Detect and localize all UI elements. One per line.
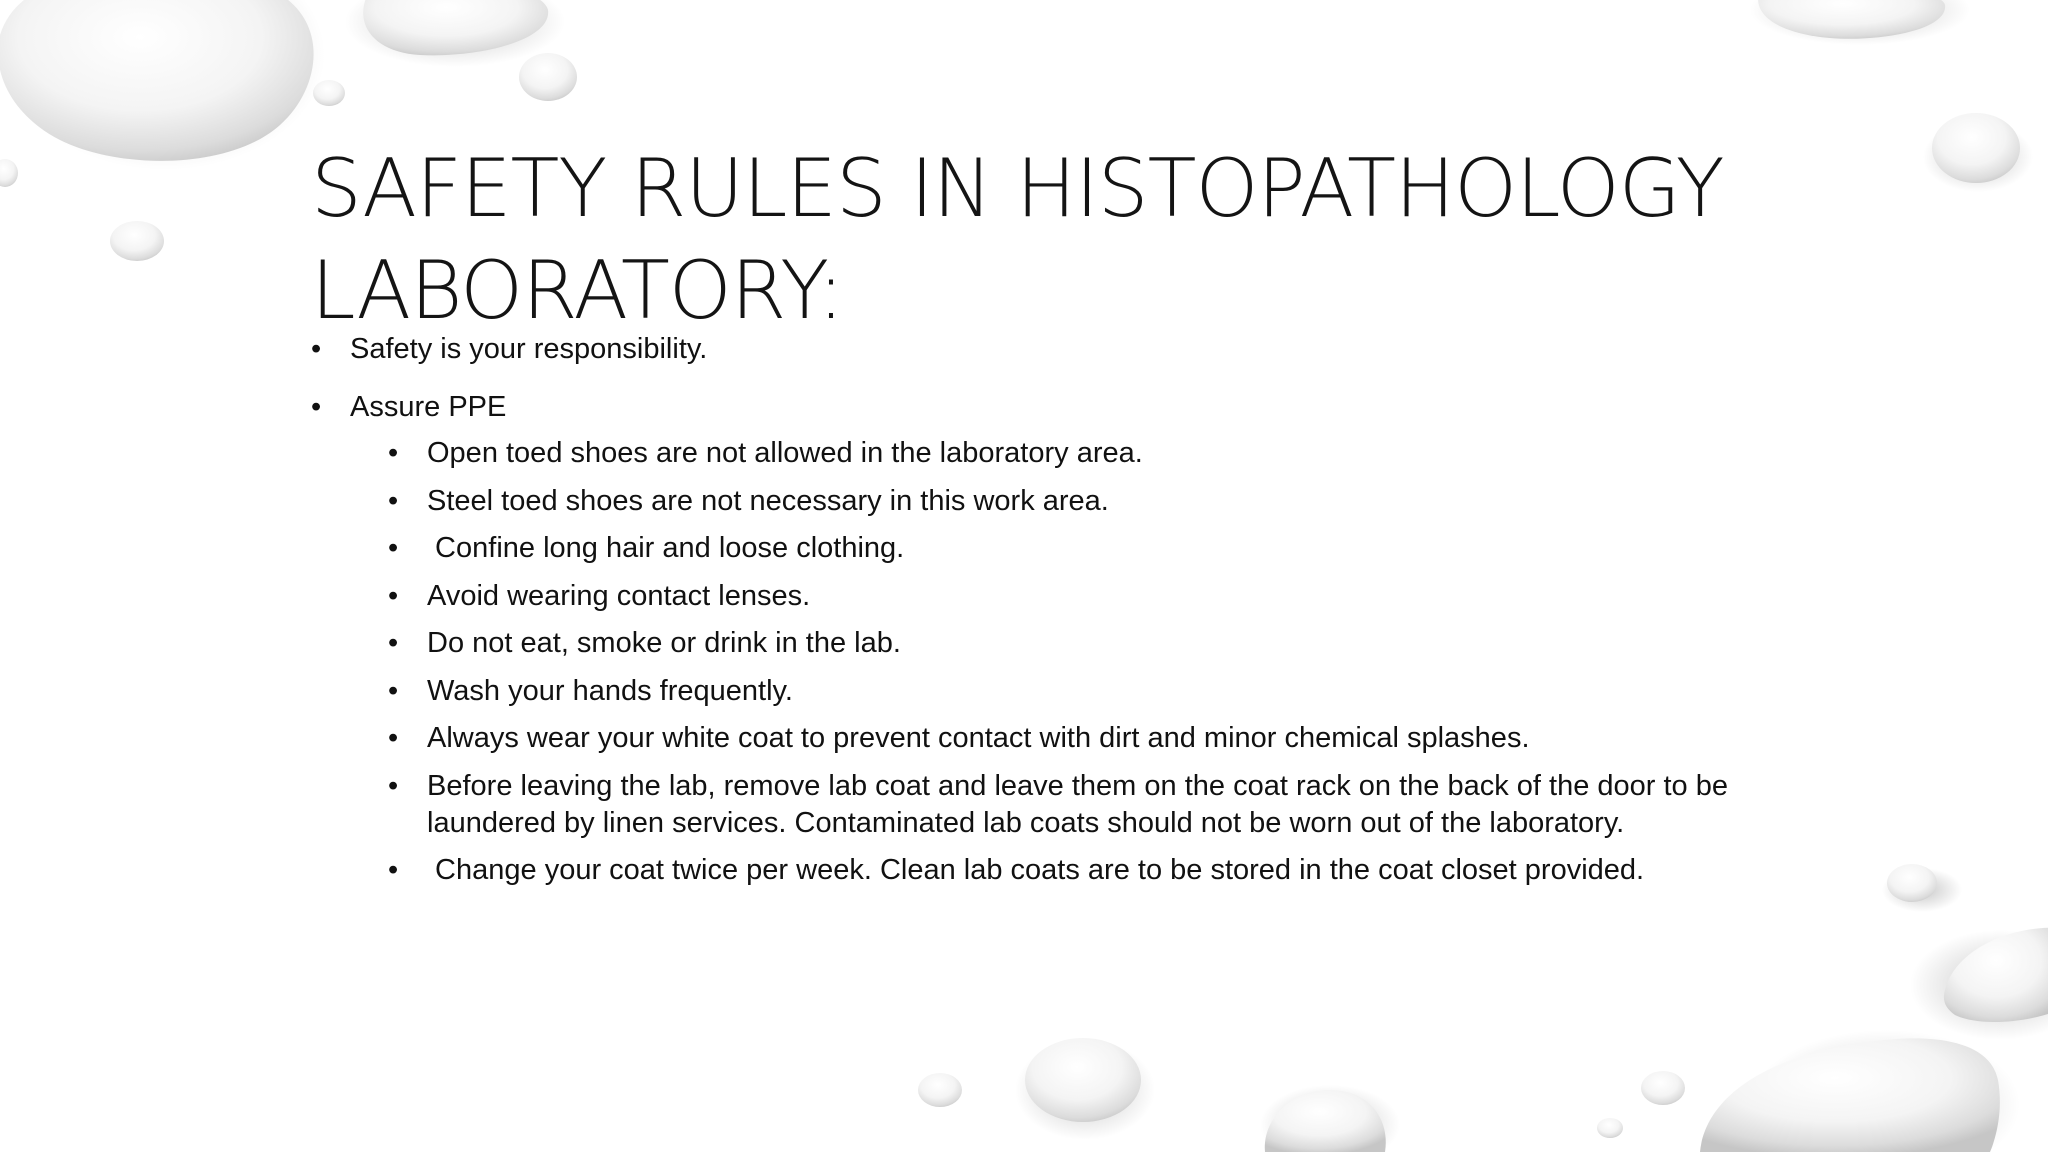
sub-list-item-text: Avoid wearing contact lenses. bbox=[427, 579, 811, 612]
sub-list-item-text: Before leaving the lab, remove lab coat and leave them on the coat rack on the back of the door to be laundered by linen services. Contaminated lab coats should not be worn out of the laboratory. bbox=[427, 769, 1728, 839]
sub-list-item bbox=[388, 530, 1761, 567]
list-item-text: Assure PPE bbox=[350, 391, 507, 423]
sub-list-item bbox=[388, 852, 1761, 889]
sub-list-item-text: Wash your hands frequently. bbox=[427, 674, 793, 707]
list-item-text: Safety is your responsibility. bbox=[350, 333, 708, 365]
sub-list-item-text: Change your coat twice per week. Clean lab coats are to be stored in the coat closet provided. bbox=[427, 854, 1645, 886]
bullet-content bbox=[311, 330, 1761, 908]
bullet-list bbox=[311, 330, 1761, 889]
sub-list-item bbox=[388, 483, 1761, 520]
sub-list-item bbox=[388, 720, 1761, 757]
slide-title: SAFETY RULES IN HISTOPATHOLOGY LABORATORY: bbox=[311, 142, 1724, 337]
sub-bullet-list bbox=[388, 435, 1761, 889]
sub-list-item-text: Always wear your white coat to prevent contact with dirt and minor chemical splashes. bbox=[427, 722, 1530, 754]
sub-list-item bbox=[388, 673, 1761, 710]
sub-list-item-text: Steel toed shoes are not necessary in this work area. bbox=[427, 484, 1109, 517]
list-item bbox=[311, 330, 1761, 369]
list-item bbox=[311, 388, 1761, 889]
sub-list-item bbox=[388, 768, 1761, 842]
sub-list-item bbox=[388, 435, 1761, 472]
sub-list-item-text: Do not eat, smoke or drink in the lab. bbox=[427, 627, 901, 659]
sub-list-item-text: Confine long hair and loose clothing. bbox=[427, 532, 905, 564]
sub-list-item bbox=[388, 625, 1761, 662]
sub-list-item-text: Open toed shoes are not allowed in the laboratory area. bbox=[427, 437, 1143, 469]
sub-list-item bbox=[388, 578, 1761, 615]
